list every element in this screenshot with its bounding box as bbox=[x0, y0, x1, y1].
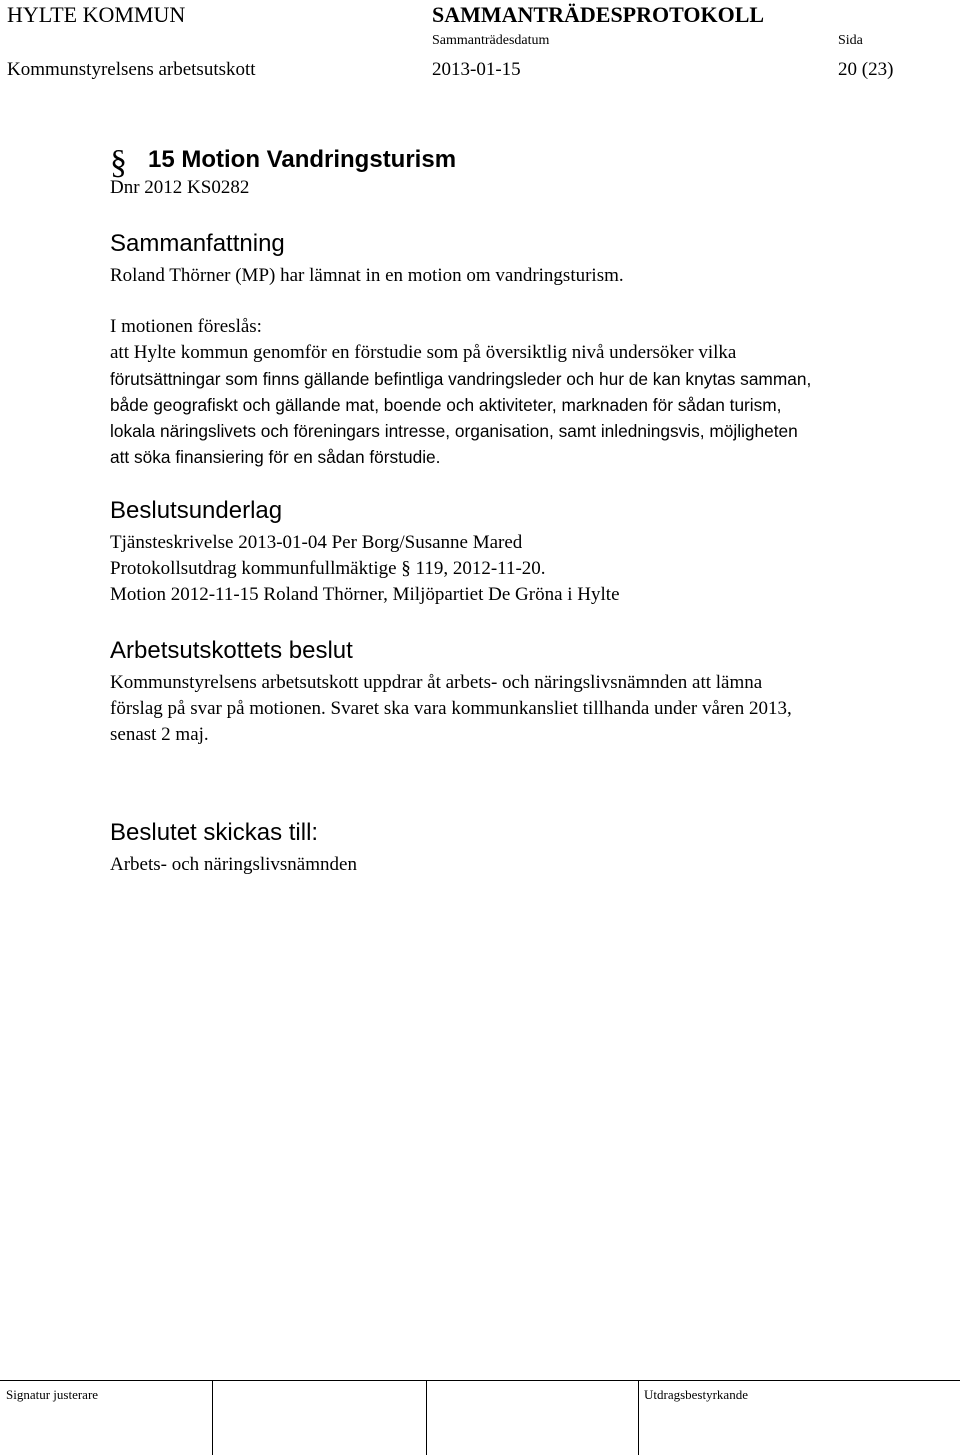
basis-heading: Beslutsunderlag bbox=[110, 497, 283, 524]
proposal-line: både geografiskt och gällande mat, boende och aktiviteter, marknaden för sådan turism, bbox=[110, 395, 782, 415]
page-number: 20 (23) bbox=[838, 59, 894, 80]
signature-footer bbox=[0, 1380, 960, 1455]
signature-box bbox=[426, 1381, 427, 1455]
section-heading: 15 Motion Vandringsturism bbox=[148, 146, 457, 173]
committee-name: Kommunstyrelsens arbetsutskott bbox=[7, 59, 256, 80]
decision-line: senast 2 maj. bbox=[110, 724, 209, 745]
certified-label: Utdragsbestyrkande bbox=[644, 1387, 748, 1402]
basis-item: Tjänsteskrivelse 2013-01-04 Per Borg/Susanne Mared bbox=[110, 532, 523, 553]
decision-heading: Arbetsutskottets beslut bbox=[110, 637, 353, 664]
meeting-date: 2013-01-15 bbox=[432, 59, 521, 80]
certified-box bbox=[638, 1381, 639, 1455]
case-number: Dnr 2012 KS0282 bbox=[110, 177, 250, 198]
proposal-line: att söka finansiering för en sådan förstudie. bbox=[110, 447, 441, 467]
page-label: Sida bbox=[838, 33, 863, 48]
summary-heading: Sammanfattning bbox=[110, 230, 285, 257]
decision-line: Kommunstyrelsens arbetsutskott uppdrar åt arbets- och näringslivsnämnden att lämna bbox=[110, 672, 763, 693]
decision-line: förslag på svar på motionen. Svaret ska vara kommunkansliet tillhanda under våren 2013, bbox=[110, 698, 792, 719]
meeting-date-label: Sammanträdesdatum bbox=[432, 33, 550, 48]
proposal-line: att Hylte kommun genomför en förstudie som på översiktlig nivå undersöker vilka bbox=[110, 342, 737, 363]
proposal-line: förutsättningar som finns gällande befintliga vandringsleder och hur de kan knytas samman, bbox=[110, 369, 812, 389]
summary-text: Roland Thörner (MP) har lämnat in en motion om vandringsturism. bbox=[110, 265, 624, 286]
sent-to-recipient: Arbets- och näringslivsnämnden bbox=[110, 854, 357, 875]
sent-to-heading: Beslutet skickas till: bbox=[110, 819, 319, 846]
organization-name: HYLTE KOMMUN bbox=[7, 2, 186, 27]
basis-item: Motion 2012-11-15 Roland Thörner, Miljöpartiet De Gröna i Hylte bbox=[110, 584, 620, 605]
paragraph-symbol: § bbox=[110, 144, 127, 181]
document-type: SAMMANTRÄDESPROTOKOLL bbox=[432, 2, 765, 27]
basis-item: Protokollsutdrag kommunfullmäktige § 119, 2012-11-20. bbox=[110, 558, 546, 579]
signature-label: Signatur justerare bbox=[6, 1387, 99, 1402]
proposal-line: lokala näringslivets och föreningars intresse, organisation, samt inledningsvis, möjligheten bbox=[110, 421, 798, 441]
proposal-intro: I motionen föreslås: bbox=[110, 316, 262, 337]
signature-box bbox=[212, 1381, 213, 1455]
